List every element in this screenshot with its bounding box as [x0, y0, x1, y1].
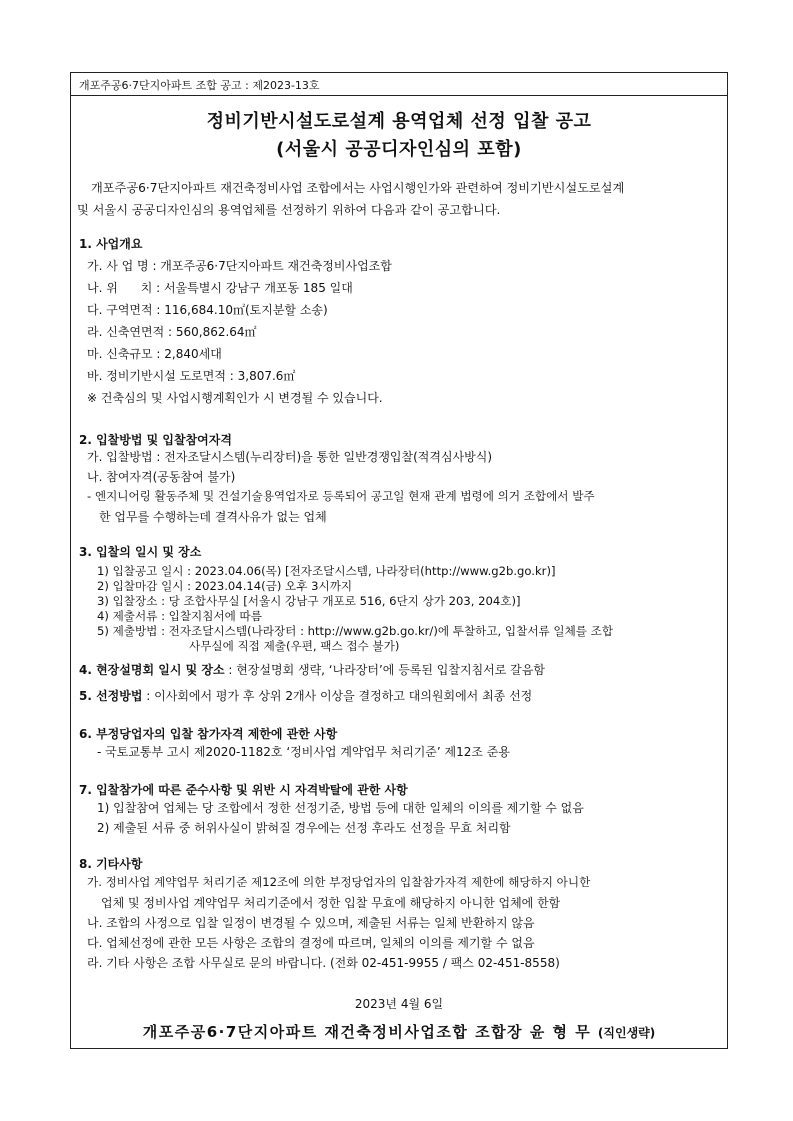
list-item: 나. 위 치 : 서울특별시 강남구 개포동 185 일대	[87, 281, 353, 295]
list-item: 4) 제출서류 : 입찰지침서에 따름	[97, 609, 262, 623]
section-heading-3: 3. 입찰의 일시 및 장소	[79, 545, 202, 559]
section-heading-6: 6. 부정당업자의 입찰 참가자격 제한에 관한 사항	[79, 727, 338, 741]
list-item: 3) 입찰장소 : 당 조합사무실 [서울시 강남구 개포로 516, 6단지 상가 203, 204호)]	[97, 594, 521, 608]
list-item: 라. 신축연면적 : 560,862.64㎡	[87, 325, 257, 339]
intro-line: 및 서울시 공공디자인심의 용역업체를 선정하기 위하여 다음과 같이 공고합니다.	[77, 203, 501, 217]
signature-line	[71, 1021, 727, 1042]
section-heading-2: 2. 입찰방법 및 입찰참여자격	[79, 433, 232, 447]
page-title: 정비기반시설도로설계 용역업체 선정 입찰 공고	[206, 111, 592, 132]
intro-paragraph	[77, 177, 719, 221]
list-item: 5) 제출방법 : 전자조달시스템(나라장터 : http://www.g2b.go.kr/)에 투찰하고, 입찰서류 일체를 조합	[97, 624, 614, 638]
signatory: 개포주공6·7단지아파트 재건축정비사업조합 조합장 윤 형 무	[142, 1023, 592, 1041]
section-heading-8: 8. 기타사항	[79, 857, 143, 871]
notice-number: 개포주공6·7단지아파트 조합 공고 : 제2023-13호	[79, 79, 320, 92]
section-5	[79, 687, 532, 704]
section-heading-7: 7. 입찰참가에 따른 준수사항 및 위반 시 자격박탈에 관한 사항	[79, 783, 408, 797]
note-text: ※ 건축심의 및 사업시행계획인가 시 변경될 수 있습니다.	[87, 391, 383, 405]
list-item: 가. 사 업 명 : 개포주공6·7단지아파트 재건축정비사업조합	[87, 259, 392, 273]
list-item: 1) 입찰참여 업체는 당 조합에서 정한 선정기준, 방법 등에 대한 일체의 이의를 제기할 수 없음	[97, 801, 584, 815]
list-item: 가. 입찰방법 : 전자조달시스템(누리장터)을 통한 일반경쟁입찰(적격심사방식)	[87, 450, 493, 464]
section-heading-1: 1. 사업개요	[79, 237, 143, 251]
section-heading-4: 4. 현장설명회 일시 및 장소	[79, 663, 225, 677]
list-item-continuation: 업체 및 정비사업 계약업무 처리기준에서 정한 입찰 무효에 해당하지 아니한 업체에 한함	[101, 896, 561, 910]
list-item: 2) 제출된 서류 중 허위사실이 밝혀질 경우에는 선정 후라도 선정을 무효 처리함	[97, 821, 511, 835]
list-item: 가. 정비사업 계약업무 처리기준 제12조에 의한 부정당업자의 입찰참가자격 제한에 해당하지 아니한	[87, 875, 591, 889]
list-item: 라. 기타 사항은 조합 사무실로 문의 바랍니다. (전화 02-451-9955 / 팩스 02-451-8558)	[87, 956, 560, 970]
list-item: 바. 정비기반시설 도로면적 : 3,807.6㎡	[87, 369, 296, 383]
seal-omitted-note: (직인생략)	[597, 1026, 656, 1040]
section-4-text: : 현장설명회 생략, ‘나라장터’에 등록된 입찰지침서로 갈음함	[224, 663, 545, 677]
list-item: 다. 업체선정에 관한 모든 사항은 조합의 결정에 따르며, 일체의 이의를 제기할 수 없음	[87, 936, 535, 950]
section-5-text: : 이사회에서 평가 후 상위 2개사 이상을 결정하고 대의원회에서 최종 선정	[142, 689, 533, 703]
page-subtitle: (서울시 공공디자인심의 포함)	[276, 139, 522, 160]
list-item: 나. 조합의 사정으로 입찰 일정이 변경될 수 있으며, 제출된 서류는 일체 반환하지 않음	[87, 916, 535, 930]
list-item: 2) 입찰마감 일시 : 2023.04.14(금) 오후 3시까지	[97, 579, 353, 593]
list-item: 다. 구역면적 : 116,684.10㎡(토지분할 소송)	[87, 303, 328, 317]
notice-date: 2023년 4월 6일	[354, 997, 444, 1011]
list-item: 마. 신축규모 : 2,840세대	[87, 347, 222, 361]
list-item: 나. 참여자격(공동참여 불가)	[87, 470, 236, 484]
notice-document	[70, 72, 728, 1049]
section-4	[79, 661, 545, 678]
list-item: - 엔지니어링 활동주체 및 건설기술용역업자로 등록되어 공고일 현재 관계 법령에 의거 조합에서 발주	[87, 489, 595, 503]
list-item-continuation: 한 업무를 수행하는데 결격사유가 없는 업체	[99, 510, 327, 524]
intro-line: 개포주공6·7단지아파트 재건축정비사업 조합에서는 사업시행인가와 관련하여 정비기반시설도로설계	[91, 181, 625, 195]
list-item: - 국토교통부 고시 제2020-1182호 ‘정비사업 계약업무 처리기준’ 제12조 준용	[97, 745, 510, 759]
list-item: 1) 입찰공고 일시 : 2023.04.06(목) [전자조달시스템, 나라장터(http://www.g2b.go.kr)]	[97, 564, 556, 578]
header-divider	[71, 95, 727, 96]
list-item-continuation: 사무실에 직접 제출(우편, 팩스 접수 불가)	[189, 639, 400, 653]
section-heading-5: 5. 선정방법	[79, 689, 143, 703]
